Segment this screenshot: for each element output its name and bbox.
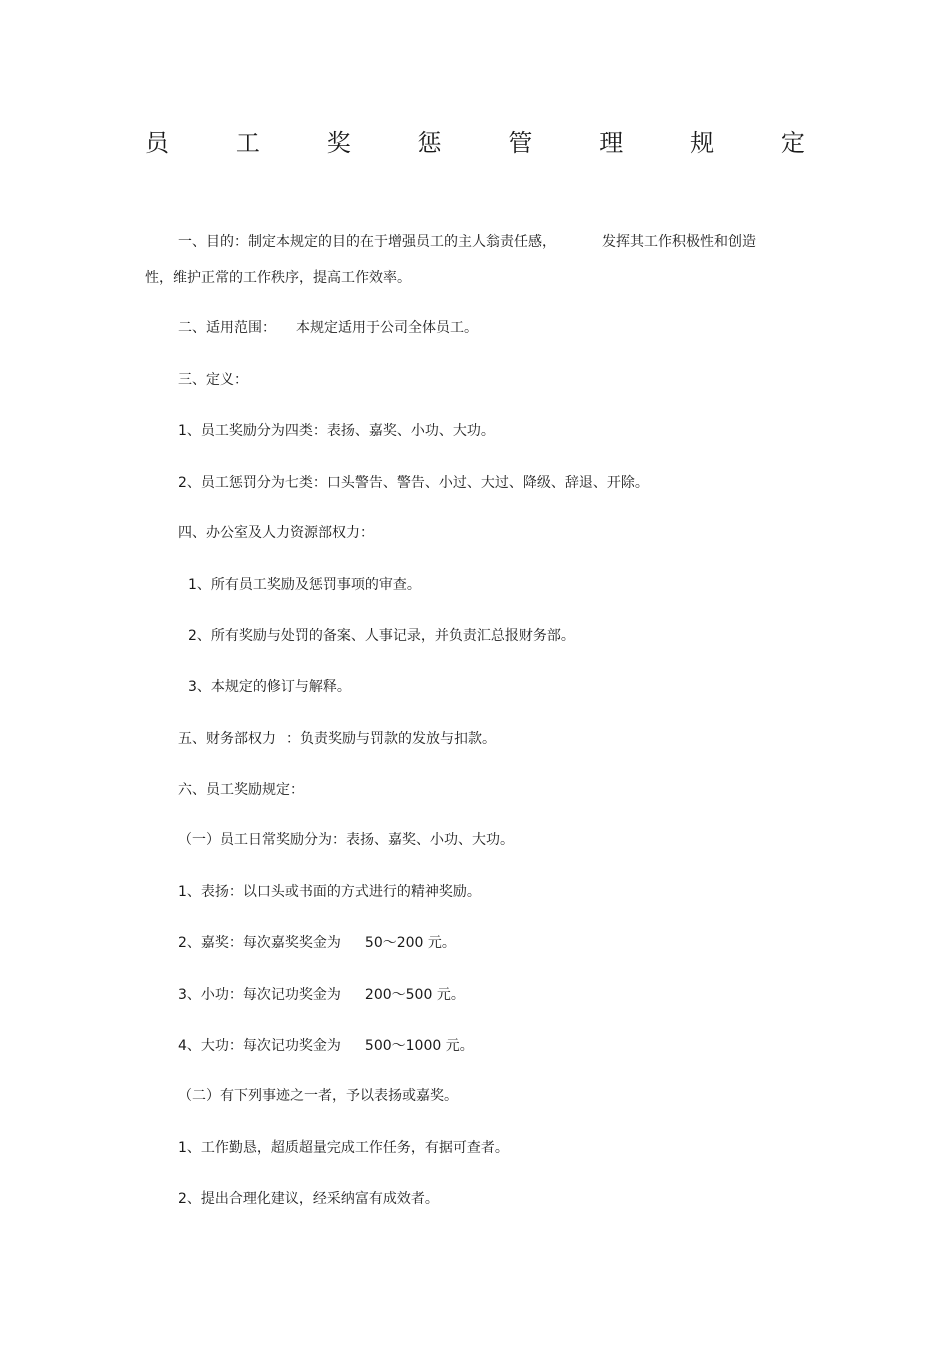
text: 2、提出合理化建议，经采纳富有成效者。 <box>178 1191 439 1207</box>
list-item <box>188 626 575 646</box>
list-item <box>178 1138 509 1158</box>
text: 四、办公室及人力资源部权力： <box>178 525 374 541</box>
list-item <box>178 1189 439 1209</box>
heading-reward-rules <box>178 780 304 800</box>
text: 4、大功：每次记功奖金为 <box>178 1038 341 1054</box>
list-item <box>178 933 456 953</box>
list-item <box>178 473 649 493</box>
list-item <box>188 575 421 595</box>
title-char: 理 <box>599 128 624 157</box>
text: 本规定适用于公司全体员工。 <box>296 320 478 336</box>
text: 1、所有员工奖励及惩罚事项的审查。 <box>188 577 421 593</box>
text: 五、财务部权力 <box>178 731 276 747</box>
paragraph-purpose-cont <box>145 268 411 288</box>
page-title <box>145 120 805 160</box>
text: 3、本规定的修订与解释。 <box>188 679 351 695</box>
title-char: 奖 <box>326 128 351 157</box>
text: 3、小功：每次记功奖金为 <box>178 987 341 1003</box>
list-item <box>178 882 481 902</box>
text: 六、员工奖励规定： <box>178 782 304 798</box>
title-char: 员 <box>145 128 169 157</box>
list-item <box>188 677 351 697</box>
heading-definition <box>178 370 248 390</box>
text: 性，维护正常的工作秩序，提高工作效率。 <box>145 270 411 286</box>
text: 2、员工惩罚分为七类：口头警告、警告、小过、大过、降级、辞退、开除。 <box>178 475 649 491</box>
list-item <box>178 985 465 1005</box>
text: （二）有下列事迹之一者，予以表扬或嘉奖。 <box>178 1088 458 1104</box>
text: ：负责奖励与罚款的发放与扣款。 <box>286 731 496 747</box>
text: 50～200 元。 <box>364 935 456 951</box>
text: 200～500 元。 <box>364 987 465 1003</box>
text: 1、工作勤恳，超质超量完成工作任务，有据可查者。 <box>178 1140 509 1156</box>
paragraph-scope <box>178 318 478 338</box>
list-item <box>178 421 495 441</box>
title-char: 工 <box>235 128 260 157</box>
title-char: 惩 <box>417 128 442 157</box>
subheading <box>178 1086 458 1106</box>
text: 发挥其工作积极性和创造 <box>602 234 756 250</box>
title-char: 规 <box>690 128 715 157</box>
paragraph-finance-authority <box>178 729 496 749</box>
text: （一）员工日常奖励分为：表扬、嘉奖、小功、大功。 <box>178 832 514 848</box>
title-char: 定 <box>780 128 805 157</box>
title-char: 管 <box>508 128 533 157</box>
list-item <box>178 1036 474 1056</box>
text: 2、所有奖励与处罚的备案、人事记录，并负责汇总报财务部。 <box>188 628 575 644</box>
text: 500～1000 元。 <box>364 1038 474 1054</box>
heading-office-authority <box>178 523 374 543</box>
text: 1、员工奖励分为四类：表扬、嘉奖、小功、大功。 <box>178 423 495 439</box>
text: 2、嘉奖：每次嘉奖奖金为 <box>178 935 341 951</box>
text: 三、定义： <box>178 372 248 388</box>
text: 二、适用范围： <box>178 320 276 336</box>
paragraph-purpose <box>178 232 756 252</box>
text: 1、表扬：以口头或书面的方式进行的精神奖励。 <box>178 884 481 900</box>
text: 一、目的：制定本规定的目的在于增强员工的主人翁责任感， <box>178 234 556 250</box>
subheading <box>178 830 514 850</box>
